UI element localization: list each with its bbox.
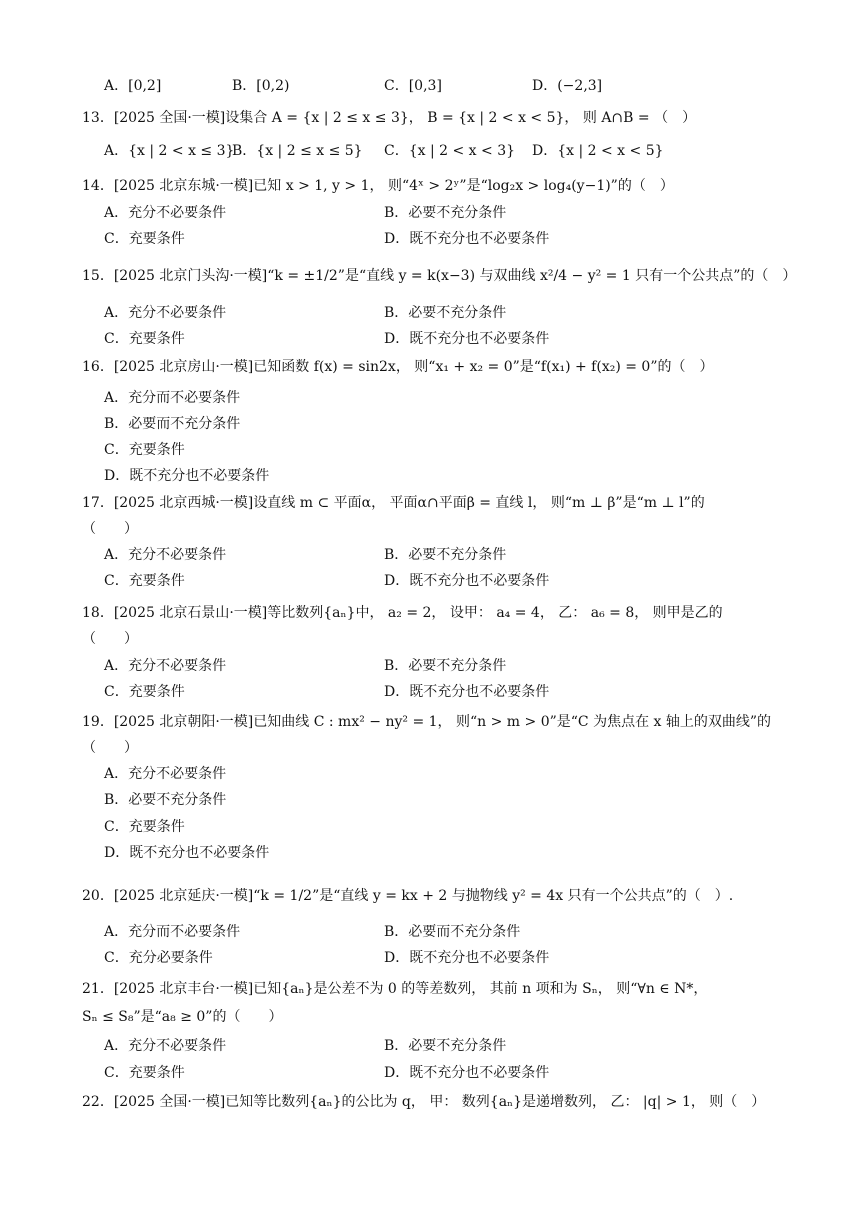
- q14-stem: 14．[2025 北京东城·一模]已知 x > 1, y > 1， 则“4ˣ > 2ʸ”是“log₂x > log₄(y−1)”的（ ）: [82, 178, 674, 194]
- q15-option-b: B．必要不充分条件: [384, 305, 507, 321]
- q19-option-a: A．充分不必要条件: [104, 766, 227, 782]
- q13-option-c: C．{x | 2 < x < 3}: [384, 143, 516, 159]
- q15-stem: 15．[2025 北京门头沟·一模]“k = ±1/2”是“直线 y = k(x−3) 与双曲线 x²/4 − y² = 1 只有一个公共点”的（ ）: [82, 268, 797, 284]
- q18-option-d: D．既不充分也不必要条件: [384, 684, 550, 700]
- q17-option-d: D．既不充分也不必要条件: [384, 573, 550, 589]
- q16-option-b: B．必要而不充分条件: [104, 416, 241, 432]
- q13-option-a: A．{x | 2 < x ≤ 3}: [104, 143, 235, 159]
- q17-stem: 17．[2025 北京西城·一模]设直线 m ⊂ 平面α， 平面α∩平面β = 直线 l， 则“m ⊥ β”是“m ⊥ l”的: [82, 495, 705, 511]
- q14-option-b: B．必要不充分条件: [384, 205, 507, 221]
- q18-stem-cont: （ ）: [82, 631, 138, 647]
- q21-option-b: B．必要不充分条件: [384, 1038, 507, 1054]
- q18-option-b: B．必要不充分条件: [384, 658, 507, 674]
- q19-stem-cont: （ ）: [82, 740, 138, 756]
- q21-option-c: C．充要条件: [104, 1065, 185, 1081]
- q13-option-d: D．{x | 2 < x < 5}: [532, 143, 664, 159]
- q19-option-b: B．必要不充分条件: [104, 792, 227, 808]
- q20-option-a: A．充分而不必要条件: [104, 924, 241, 940]
- q14-option-d: D．既不充分也不必要条件: [384, 231, 550, 247]
- q15-option-c: C．充要条件: [104, 331, 185, 347]
- q19-option-c: C．充要条件: [104, 819, 185, 835]
- q12-option-c: C．[0,3]: [384, 78, 442, 94]
- q13-option-b: B．{x | 2 ≤ x ≤ 5}: [232, 143, 363, 159]
- q21-stem-cont: Sₙ ≤ S₈”是“a₈ ≥ 0”的（ ）: [82, 1009, 283, 1025]
- q14-option-c: C．充要条件: [104, 231, 185, 247]
- q21-stem: 21．[2025 北京丰台·一模]已知{aₙ}是公差不为 0 的等差数列， 其前 n 项和为 Sₙ， 则“∀n ∈ N*，: [82, 981, 708, 997]
- q17-option-a: A．充分不必要条件: [104, 547, 227, 563]
- q20-option-d: D．既不充分也不必要条件: [384, 950, 550, 966]
- q20-option-c: C．充分必要条件: [104, 950, 213, 966]
- q12-option-b: B．[0,2): [232, 78, 290, 94]
- q21-option-a: A．充分不必要条件: [104, 1038, 227, 1054]
- q18-option-c: C．充要条件: [104, 684, 185, 700]
- q20-stem: 20．[2025 北京延庆·一模]“k = 1/2”是“直线 y = kx + 2 与抛物线 y² = 4x 只有一个公共点”的（ ）.: [82, 888, 734, 904]
- q16-option-c: C．充要条件: [104, 442, 185, 458]
- q16-option-a: A．充分而不必要条件: [104, 390, 241, 406]
- q12-option-a: A．[0,2]: [104, 78, 162, 94]
- q16-option-d: D．既不充分也不必要条件: [104, 468, 270, 484]
- q17-stem-cont: （ ）: [82, 521, 138, 537]
- q19-option-d: D．既不充分也不必要条件: [104, 845, 270, 861]
- q16-stem: 16．[2025 北京房山·一模]已知函数 f(x) = sin2x， 则“x₁ + x₂ = 0”是“f(x₁) + f(x₂) = 0”的（ ）: [82, 359, 714, 375]
- q18-stem: 18．[2025 北京石景山·一模]等比数列{aₙ}中， a₂ = 2， 设甲： a₄ = 4， 乙： a₆ = 8， 则甲是乙的: [82, 605, 723, 621]
- q17-option-b: B．必要不充分条件: [384, 547, 507, 563]
- q19-stem: 19．[2025 北京朝阳·一模]已知曲线 C : mx² − ny² = 1， 则“n > m > 0”是“C 为焦点在 x 轴上的双曲线”的: [82, 714, 772, 730]
- q18-option-a: A．充分不必要条件: [104, 658, 227, 674]
- q21-option-d: D．既不充分也不必要条件: [384, 1065, 550, 1081]
- q14-option-a: A．充分不必要条件: [104, 205, 227, 221]
- q13-stem: 13．[2025 全国·一模]设集合 A = {x | 2 ≤ x ≤ 3}， B = {x | 2 < x < 5}， 则 A∩B = （ ）: [82, 110, 697, 126]
- q22-stem: 22．[2025 全国·一模]已知等比数列{aₙ}的公比为 q， 甲： 数列{aₙ}是递增数列， 乙： |q| > 1， 则（ ）: [82, 1094, 766, 1110]
- q20-option-b: B．必要而不充分条件: [384, 924, 521, 940]
- q12-option-d: D．(−2,3]: [532, 78, 603, 94]
- q17-option-c: C．充要条件: [104, 573, 185, 589]
- q15-option-a: A．充分不必要条件: [104, 305, 227, 321]
- q15-option-d: D．既不充分也不必要条件: [384, 331, 550, 347]
